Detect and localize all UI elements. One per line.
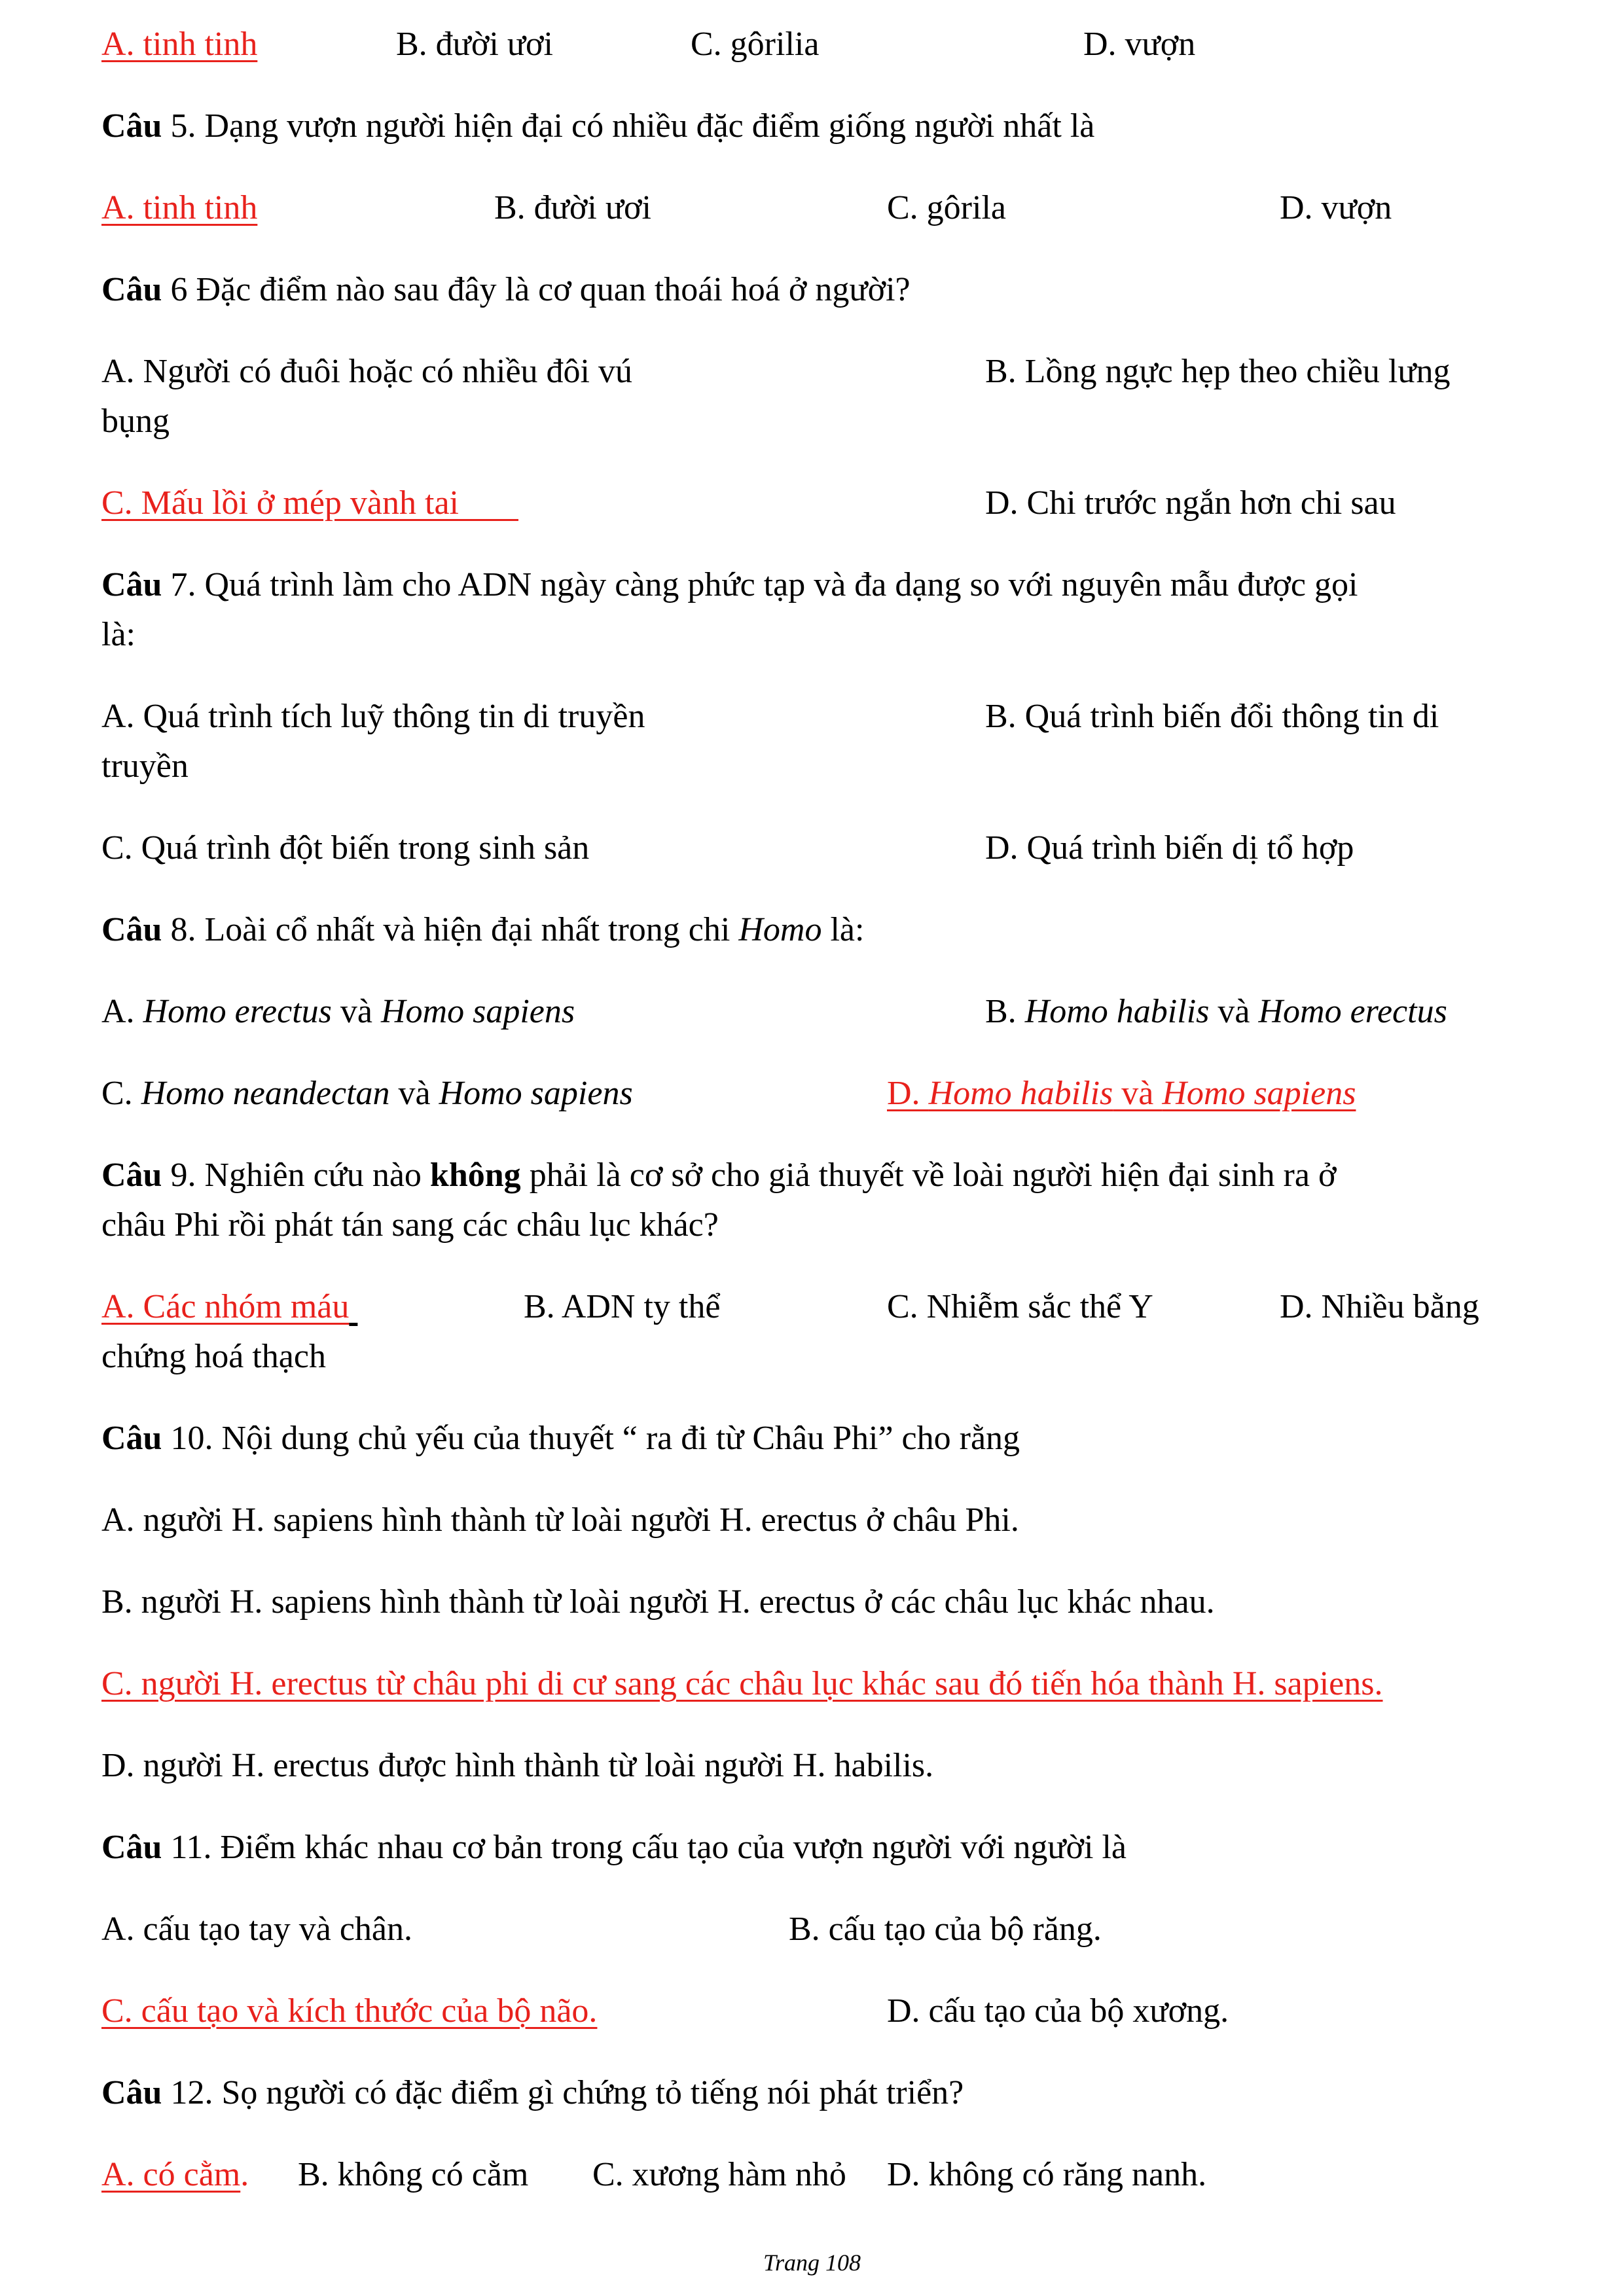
q10-question: Câu 10. Nội dung chủ yếu của thuyết “ ra đi từ Châu Phi” cho rằng [101,1420,1020,1457]
q11-option-a: A. cấu tạo tay và chân. [101,1910,413,1948]
q6-option-b-cont: bụng [101,403,170,440]
q8-option-b: B. Homo habilis và Homo erectus [985,993,1447,1030]
q10-option-c: C. người H. erectus từ châu phi di cư sang các châu lục khác sau đó tiến hóa thành H. sapiens. [101,1665,1383,1702]
q8-option-a: A. Homo erectus và Homo sapiens [101,993,575,1030]
q11-option-b: B. cấu tạo của bộ răng. [789,1910,1102,1948]
q7-option-c: C. Quá trình đột biến trong sinh sản [101,829,590,867]
q11-option-d: D. cấu tạo của bộ xương. [887,1992,1229,2030]
q7-option-b-cont: truyền [101,747,189,785]
q7-option-b: B. Quá trình biến đổi thông tin di [985,698,1439,735]
q7-option-d: D. Quá trình biến dị tổ hợp [985,829,1354,867]
q6-option-d: D. Chi trước ngắn hơn chi sau [985,484,1396,522]
q9-option-d: D. Nhiều bằng [1280,1288,1479,1325]
q5-option-b: B. đười ươi [494,189,651,226]
q4-option-c: C. gôrilia [691,26,820,63]
q7-question: Câu 7. Quá trình làm cho ADN ngày càng phức tạp và đa dạng so với nguyên mẫu được gọi [101,566,1358,603]
q4-option-a: A. tinh tinh [101,26,258,63]
q12-option-c: C. xương hàm nhỏ [592,2156,846,2193]
q6-option-c: C. Mấu lồi ở mép vành tai [101,484,459,522]
q5-option-a: A. tinh tinh [101,189,258,226]
q6-option-a: A. Người có đuôi hoặc có nhiều đôi vú [101,353,632,390]
q8-option-d: D. Homo habilis và Homo sapiens [887,1075,1356,1112]
q4-option-b: B. đười ươi [396,26,553,63]
q5-option-c: C. gôrila [887,189,1006,226]
page-number: Trang 108 [763,2250,861,2276]
q6-option-b: B. Lồng ngực hẹp theo chiều lưng [985,353,1451,390]
q9-option-d-cont: chứng hoá thạch [101,1338,326,1375]
q9-question-cont: châu Phi rồi phát tán sang các châu lục khác? [101,1206,719,1244]
q9-option-b: B. ADN ty thể [524,1288,721,1325]
q12-option-b: B. không có cằm [298,2156,529,2193]
q4-option-d: D. vượn [1083,26,1196,63]
q12-option-d: D. không có răng nanh. [887,2156,1207,2193]
q9-question: Câu 9. Nghiên cứu nào không phải là cơ sở cho giả thuyết về loài người hiện đại sinh ra ở [101,1157,1337,1194]
q12-option-a: A. có cằm. [101,2156,249,2193]
q11-question: Câu 11. Điểm khác nhau cơ bản trong cấu tạo của vượn người với người là [101,1829,1127,1866]
q10-option-a: A. người H. sapiens hình thành từ loài người H. erectus ở châu Phi. [101,1501,1019,1539]
q7-question-cont: là: [101,616,135,653]
q10-option-d: D. người H. erectus được hình thành từ loài người H. habilis. [101,1747,934,1784]
q9-option-a: A. Các nhóm máu [101,1288,350,1325]
q6-question: Câu 6 Đặc điểm nào sau đây là cơ quan thoái hoá ở người? [101,271,911,308]
q8-option-c: C. Homo neandectan và Homo sapiens [101,1075,633,1112]
q10-option-b: B. người H. sapiens hình thành từ loài người H. erectus ở các châu lục khác nhau. [101,1583,1215,1621]
q11-option-c: C. cấu tạo và kích thước của bộ não. [101,1992,598,2030]
q7-option-a: A. Quá trình tích luỹ thông tin di truyền [101,698,645,735]
q5-question: Câu 5. Dạng vượn người hiện đại có nhiều đặc điểm giống người nhất là [101,107,1095,145]
q8-question: Câu 8. Loài cổ nhất và hiện đại nhất trong chi Homo là: [101,911,865,948]
q9-option-c: C. Nhiễm sắc thể Y [887,1288,1153,1325]
q5-option-d: D. vượn [1280,189,1392,226]
q12-question: Câu 12. Sọ người có đặc điểm gì chứng tỏ tiếng nói phát triển? [101,2074,964,2111]
